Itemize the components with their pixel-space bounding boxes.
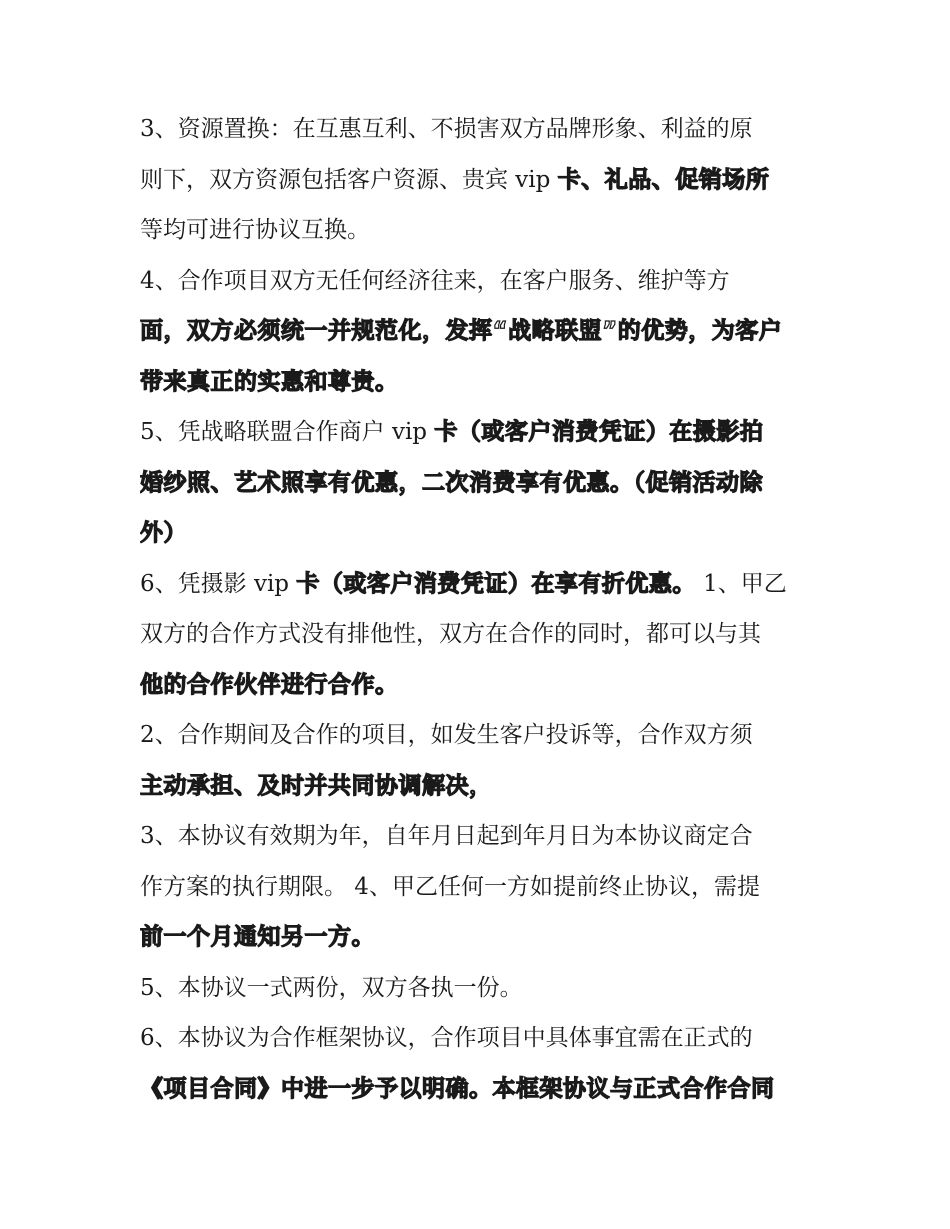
outlined-text-run: 婚纱照、艺术照享有优惠，二次消费享有优惠。（促销活动除 (140, 469, 763, 496)
text-run: 双方的合作方式没有排他性，双方在合作的同时，都可以与其 (140, 621, 761, 647)
text-line (140, 205, 820, 256)
outlined-text-run: 他的合作伙伴进行合作。 (140, 671, 399, 698)
text-line (140, 508, 820, 559)
text-line (140, 407, 820, 458)
text-run: 6、本协议为合作框架协议，合作项目中具体事宜需在正式的 (140, 1025, 753, 1051)
outlined-text-run: 主动承担、及时并共同协调解决， (140, 772, 493, 799)
outlined-text-run: 前一个月通知另一方。 (140, 924, 375, 950)
text-line (140, 155, 820, 206)
text-run: 3、本协议有效期为年，自年月日起到年月日为本协议商定合 (140, 823, 753, 849)
text-run: 5、凭战略联盟合作商户 vip (140, 419, 435, 445)
text-line (140, 811, 820, 862)
text-run: 则下，双方资源包括客户资源、贵宾 vip (140, 166, 558, 193)
text-run: 1、甲乙 (695, 570, 787, 597)
text-line (140, 458, 820, 509)
text-line (140, 963, 820, 1014)
outlined-text-run: 《项目合同》中进一步予以明确。本框架协议与正式合作合同 (140, 1075, 775, 1102)
outlined-text-run: 面，双方必须统一并规范化，发挥“战略联盟”的优势，为客户 (140, 318, 783, 344)
outlined-text-run: 卡（或客户消费凭证）在摄影拍 (434, 419, 764, 445)
text-run: 6、凭摄影 vip (140, 570, 297, 597)
text-line (140, 306, 820, 357)
text-line (140, 1013, 820, 1064)
outlined-text-run: 外） (140, 520, 187, 546)
text-line (140, 1064, 820, 1115)
text-line (140, 912, 820, 963)
text-line (140, 256, 820, 307)
text-line (140, 862, 820, 913)
text-line (140, 104, 820, 155)
text-run: 作方案的执行期限。 4、甲乙任何一方如提前终止协议，需提 (140, 873, 760, 900)
outlined-text-run: 带来真正的实惠和尊贵。 (140, 368, 399, 395)
text-line (140, 609, 820, 660)
text-line (140, 357, 820, 408)
text-run: 3、资源置换：在互惠互利、不损害双方品牌形象、利益的原 (140, 116, 753, 142)
text-run: 4、合作项目双方无任何经济往来，在客户服务、维护等方 (140, 267, 730, 294)
text-line (140, 761, 820, 812)
text-run: 等均可进行协议互换。 (140, 217, 370, 243)
text-line (140, 710, 820, 761)
outlined-text-run: 卡（或客户消费凭证）在享有折优惠。 (296, 570, 696, 597)
text-line (140, 559, 820, 610)
text-line (140, 660, 820, 711)
text-run: 2、合作期间及合作的项目，如发生客户投诉等，合作双方须 (140, 722, 753, 748)
text-run: 5、本协议一式两份，双方各执一份。 (140, 974, 523, 1001)
document-body (140, 104, 820, 1114)
outlined-text-run: 卡、礼品、促销场所 (557, 166, 770, 193)
